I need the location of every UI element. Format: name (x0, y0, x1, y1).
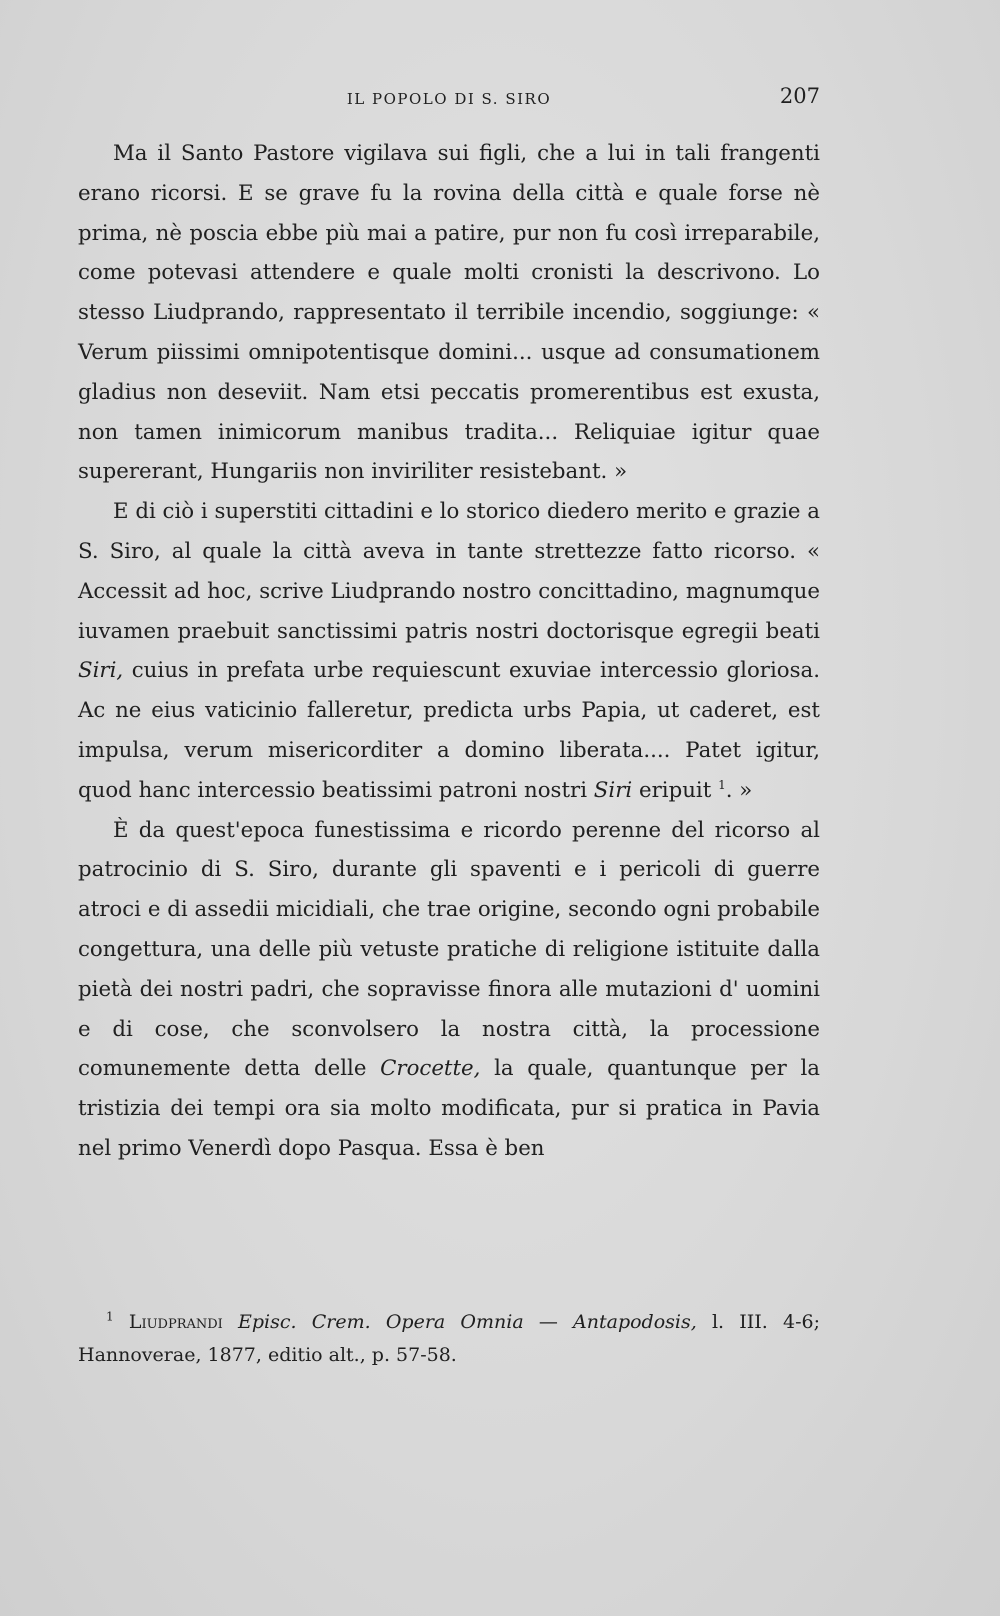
paragraph-2-text-c: cuius in prefata urbe requiescunt exuviae intercessio gloriosa. Ac ne eius vaticinio falleretur, predicta urbs Papia, ut caderet, est impulsa, verum misericorditer a domino liberata.... Patet igitur, quod hanc intercessio beatissimi patroni nostri (78, 658, 820, 803)
running-head (78, 84, 820, 114)
footnote-work-b: Antapodosis, (573, 1311, 697, 1333)
paragraph-2-text-e: eripuit (632, 777, 719, 803)
paragraph-3-text-a: È da quest'epoca funestissima e ricordo perenne del ricorso al patrocinio di S. Siro, durante gli spaventi e i pericoli di guerre atroci e di assedii micidiali, che trae origine, secondo ogni probabile congettura, una delle più vetuste pratiche di religione istituite dalla pietà dei nostri padri, che sopravisse finora alle mutazioni d' uomini e di cose, che sconvolsero la nostra città, la processione comunemente detta delle (78, 817, 820, 1082)
running-title: IL POPOLO DI S. SIRO (346, 90, 552, 108)
paragraph-2 (78, 492, 820, 810)
footnote-rest: l. III. 4-6; Hannoverae, 1877, editio alt., p. 57-58. (78, 1311, 820, 1366)
paragraph-3 (78, 811, 820, 1169)
footnote-author: Liudprandi (128, 1311, 223, 1333)
italic-siri-1: Siri, (78, 658, 124, 684)
body-text (78, 134, 820, 1169)
italic-crocette: Crocette, (380, 1056, 481, 1082)
paragraph-2-text-a: E di ciò i superstiti cittadini e lo storico diedero merito e grazie a S. Siro, al quale la città aveva in tante strettezze fatto ricorso. « Accessit ad hoc, scrive Liudprando nostro concittadino, magnumque iuvamen praebuit sanctissimi patris nostri doctorisque egregii beati (78, 499, 820, 644)
italic-siri-2: Siri (593, 777, 633, 803)
paragraph-3-text-c: la quale, quantunque per la tristizia dei tempi ora sia molto modificata, pur si pratica in Pavia nel primo Venerdì dopo Pasqua. Essa è ben (78, 1056, 820, 1161)
paragraph-1 (78, 134, 820, 492)
footnote (78, 1306, 820, 1372)
footnote-marker: 1 (106, 1309, 114, 1324)
paragraph-2-text-g: . » (725, 777, 753, 803)
paragraph-1-text: Ma il Santo Pastore vigilava sui figli, che a lui in tali frangenti erano ricorsi. E se grave fu la rovina della città e quale forse nè prima, nè poscia ebbe più mai a patire, pur non fu così irreparabile, come potevasi attendere e quale molti cronisti la descrivono. Lo stesso Liudprando, rappresentato il terribile incendio, soggiunge: « Verum piissimi omnipotentisque domini... usque ad consumationem gladius non deseviit. Nam etsi peccatis promerentibus est exusta, non tamen inimicorum manibus tradita... Reliquiae igitur quae supererant, Hungariis non inviriliter resistebant. » (78, 141, 820, 485)
page-number: 207 (779, 84, 820, 108)
footnote-reference: 1 (718, 777, 726, 792)
footnote-dash: — (523, 1311, 574, 1333)
footnote-work-a: Episc. Crem. Opera Omnia (238, 1311, 524, 1333)
